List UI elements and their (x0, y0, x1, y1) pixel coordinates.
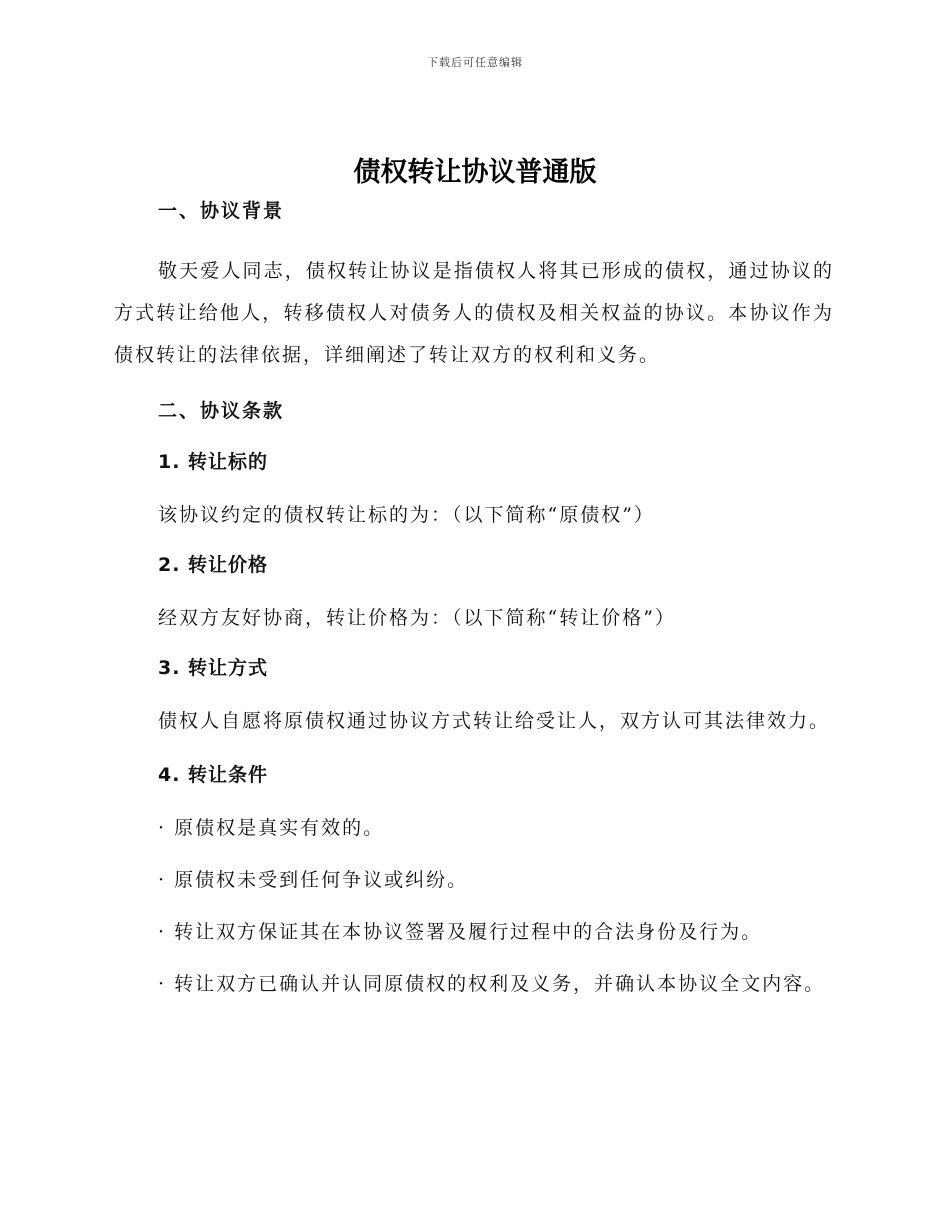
clause-heading-conditions: 4. 转让条件 (158, 764, 269, 786)
condition-item: · 原债权未受到任何争议或纠纷。 (158, 869, 469, 891)
paragraph-price: 经双方友好协商，转让价格为：（以下简称“转让价格”） (158, 607, 676, 629)
condition-item: · 转让双方保证其在本协议签署及履行过程中的合法身份及行为。 (158, 921, 763, 943)
clause-heading-method: 3. 转让方式 (158, 657, 269, 679)
condition-item: · 原债权是真实有效的。 (158, 817, 385, 839)
document-body (114, 196, 834, 1005)
paragraph-background: 敬天爱人同志，债权转让协议是指债权人将其已形成的债权，通过协议的方式转让给他人，转移债权人对债务人的债权及相关权益的协议。本协议作为债权转让的法律依据，详细阐述了转让双方的权利和义务。 (114, 260, 834, 366)
document-title: 债权转让协议普通版 (353, 157, 597, 188)
paragraph-subject: 该协议约定的债权转让标的为：（以下简称“原债权”） (158, 504, 655, 526)
header-note: 下载后可任意编辑 (427, 56, 523, 69)
paragraph-method: 债权人自愿将原债权通过协议方式转让给受让人，双方认可其法律效力。 (158, 710, 831, 732)
clause-heading-price: 2. 转让价格 (158, 554, 269, 576)
section-heading-terms: 二、协议条款 (158, 400, 285, 422)
condition-item: · 转让双方已确认并认同原债权的权利及义务，并确认本协议全文内容。 (158, 973, 826, 995)
clause-heading-subject: 1. 转让标的 (158, 451, 269, 473)
section-heading-background: 一、协议背景 (158, 200, 285, 222)
